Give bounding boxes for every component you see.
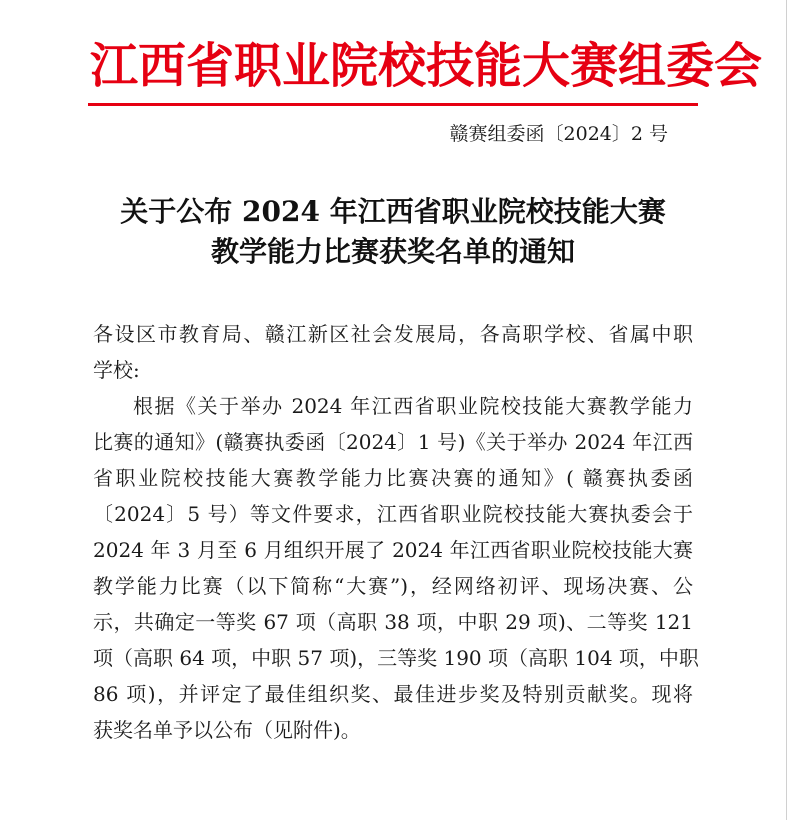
document-number: 赣赛组委函〔2024〕2 号	[449, 123, 668, 145]
masthead-red-rule	[88, 103, 698, 106]
paragraph-line-6: 教学能力比赛（以下简称“大赛”)，经网络初评、现场决赛、公	[93, 574, 693, 598]
salutation-line-2: 学校:	[93, 358, 140, 382]
paragraph-line-9: 86 项)，并评定了最佳组织奖、最佳进步奖及特别贡献奖。现将	[93, 682, 693, 706]
salutation-line-1: 各设区市教育局、赣江新区社会发展局，各高职学校、省属中职	[93, 322, 693, 346]
paragraph-line-8: 项（高职 64 项，中职 57 项)，三等奖 190 项（高职 104 项，中职	[93, 646, 699, 670]
page-edge-line	[786, 0, 787, 820]
notice-title-line-1: 关于公布 2024 年江西省职业院校技能大赛	[120, 195, 666, 228]
paragraph-line-7: 示，共确定一等奖 67 项（高职 38 项，中职 29 项)、二等奖 121	[93, 610, 693, 634]
paragraph-line-2: 比赛的通知》(赣赛执委函〔2024〕1 号)《关于举办 2024 年江西	[93, 430, 693, 454]
notice-title-line-2: 教学能力比赛获奖名单的通知	[210, 235, 575, 268]
paragraph-line-3: 省职业院校技能大赛教学能力比赛决赛的通知》( 赣赛执委函	[93, 466, 693, 490]
paragraph-line-4: 〔2024〕5 号）等文件要求，江西省职业院校技能大赛执委会于	[93, 502, 693, 526]
paragraph-line-1: 根据《关于举办 2024 年江西省职业院校技能大赛教学能力	[133, 394, 693, 418]
notice-title	[88, 192, 698, 272]
paragraph-line-10: 获奖名单予以公布（见附件)。	[93, 718, 361, 742]
masthead-title: 江西省职业院校技能大赛组委会	[90, 38, 763, 94]
notice-body	[93, 316, 699, 748]
paragraph-line-5: 2024 年 3 月至 6 月组织开展了 2024 年江西省职业院校技能大赛	[93, 538, 693, 562]
